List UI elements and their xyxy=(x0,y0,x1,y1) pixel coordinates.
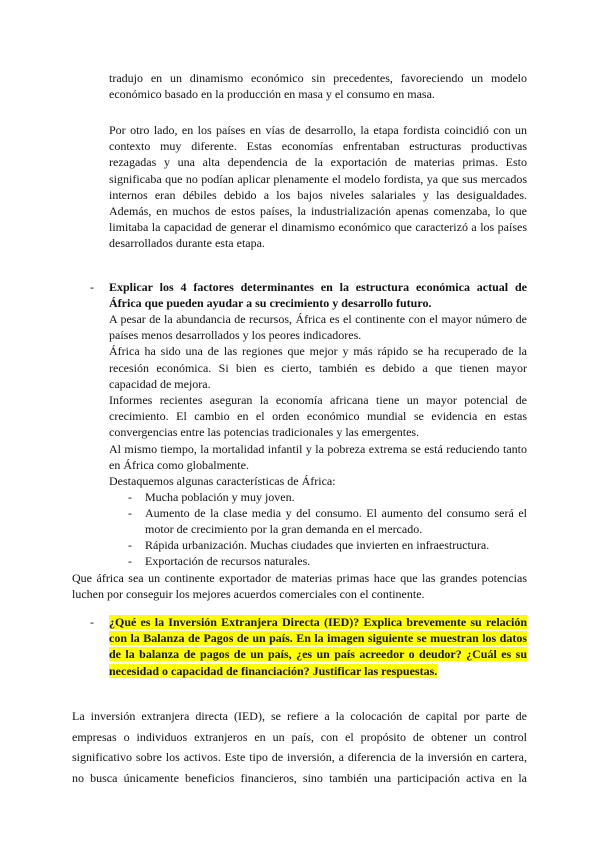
features-intro: Destaquemos algunas características de África: xyxy=(109,474,336,489)
text-line: significativo sobre los activos. Este tipo de inversión, a diferencia de la inversión en cartera, xyxy=(72,750,527,764)
feature-bullet: - xyxy=(128,554,132,568)
feature-bullet: - xyxy=(128,506,132,520)
question-line xyxy=(109,646,527,662)
text-line: Por otro lado, en los países en vías de desarrollo, la etapa fordista coincidió con un xyxy=(109,123,527,137)
text-line: Aumento de la clase media y del consumo. El aumento del consumo será el xyxy=(145,506,527,520)
africa-paragraphs xyxy=(109,311,527,489)
feature-bullet: - xyxy=(128,538,132,552)
text-line: en África como globalmente. xyxy=(109,457,249,472)
text-line: Además, en muchos de estos países, la industrialización apenas comenzaba, lo que xyxy=(109,204,527,219)
text-line: países menos desarrollados y los peores indicadores. xyxy=(109,328,362,343)
africa-heading xyxy=(109,279,527,311)
text-line: desarrollados durante esta etapa. xyxy=(109,236,265,251)
text-line: tradujo en un dinamismo económico sin precedentes, favoreciendo un modelo xyxy=(109,71,527,85)
text-line: Al mismo tiempo, la mortalidad infantil y la pobreza extrema se está reduciendo tanto xyxy=(109,441,527,456)
highlight: con la Balanza de Pagos de un país. En la imagen siguiente se muestran los datos xyxy=(109,631,527,646)
text-line: Que áfrica sea un continente exportador de materias primas hace que las grandes potencias xyxy=(72,571,527,585)
text-line: luchen por conseguir los mejores acuerdos comerciales con el continente. xyxy=(72,587,425,602)
text-line: internos eran débiles debido a los bajos niveles salariales y las desigualdades. xyxy=(109,187,527,202)
text-line: limitaba la capacidad de generar el dinamismo económico que caracterizó a los países xyxy=(109,220,527,235)
text-line: convergencias entre las potencias tradicionales y las emergentes. xyxy=(109,425,420,440)
text-line: recesión económica. Si bien es cierto, también es debido a que tienen mayor xyxy=(109,360,527,375)
text-line: no busca únicamente beneficios financieros, sino también una participación activa en la xyxy=(72,770,527,785)
text-line: rezagadas y una alta dependencia de la exportación de materias primas. Esto xyxy=(109,155,527,170)
ied-answer xyxy=(72,706,527,788)
feature-item xyxy=(145,537,527,553)
heading-line: África que pueden ayudar a su crecimiento y desarrollo futuro. xyxy=(109,296,432,311)
highlight: ¿Qué es la Inversión Extranjera Directa (IED)? Explica brevemente su relación xyxy=(109,615,527,629)
feature-item xyxy=(145,553,527,569)
text-line: motor de crecimiento por la gran demanda en el mercado. xyxy=(145,522,423,537)
text-line: capacidad de mejora. xyxy=(109,376,211,391)
africa-conclusion xyxy=(72,570,527,602)
highlight: de la balanza de pagos de un país, ¿es un país acreedor o deudor? ¿Cuál es su xyxy=(109,647,527,662)
text-line: económico basado en la producción en masa y el consumo en masa. xyxy=(109,87,435,102)
fordist-paragraph xyxy=(109,122,527,252)
question-line xyxy=(109,663,527,679)
text-line: empresas o individuos extranjeros en un país, con el propósito de obtener un control xyxy=(72,729,527,744)
africa-bullet: - xyxy=(90,280,94,294)
text-line: África ha sido una de las regiones que mejor y más rápido se ha recuperado de la xyxy=(109,344,527,359)
text-line: La inversión extranjera directa (IED), se refiere a la colocación de capital por parte de xyxy=(72,709,527,723)
feature-item xyxy=(145,505,527,537)
feature-item xyxy=(145,489,527,505)
question-line xyxy=(109,614,527,630)
ied-bullet: - xyxy=(90,615,94,629)
text-line: significaba que no podían aplicar plenamente el modelo fordista, ya que sus mercados xyxy=(109,171,527,186)
ied-question xyxy=(109,614,527,679)
highlight: necesidad o capacidad de financiación? Justificar las respuestas. xyxy=(109,663,438,678)
text-line: crecimiento. El cambio en el orden económico mundial se evidencia en estas xyxy=(109,409,527,424)
text-line: Exportación de recursos naturales. xyxy=(145,554,311,568)
text-line: contexto muy diferente. Estas economías enfrentaban estructuras productivas xyxy=(109,139,527,154)
text-line: Mucha población y muy joven. xyxy=(145,490,295,504)
text-line: Rápida urbanización. Muchas ciudades que invierten en infraestructura. xyxy=(145,538,490,552)
heading-line: Explicar los 4 factores determinantes en la estructura económica actual de xyxy=(109,280,527,294)
text-line: Informes recientes aseguran la economía africana tiene un mayor potencial de xyxy=(109,393,527,408)
top-paragraph xyxy=(109,70,527,102)
feature-bullet: - xyxy=(128,490,132,504)
question-line xyxy=(109,630,527,646)
text-line: A pesar de la abundancia de recursos, África es el continente con el mayor número de xyxy=(109,312,527,326)
